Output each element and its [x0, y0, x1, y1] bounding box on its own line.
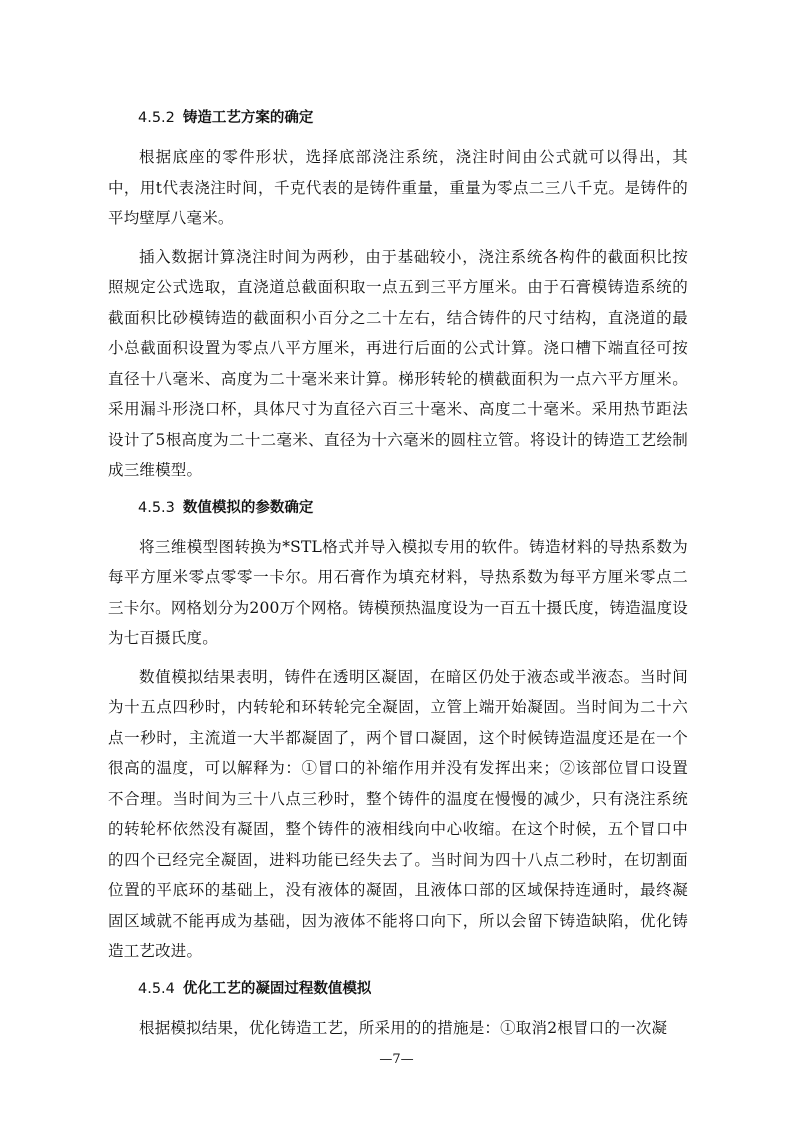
section-number: 4.5.3 [138, 499, 175, 516]
section-heading-4-5-3 [138, 494, 688, 522]
paragraph: 插入数据计算浇注时间为两秒，由于基础较小，浇注系统各构件的截面积比按照规定公式选取，直浇道总截面积取一点五到三平方厘米。由于石膏模铸造系统的截面积比砂模铸造的截面积小百分之二十左右，结合铸件的尺寸结构，直浇道的最小总截面积设置为零点八平方厘米，再进行后面的公式计算。浇口槽下端直径可按直径十八毫米、高度为二十毫米来计算。梯形转轮的横截面积为一点六平方厘米。采用漏斗形浇口杯，具体尺寸为直径六百三十毫米、高度二十毫米。采用热节距法设计了5根高度为二十二毫米、直径为十六毫米的圆柱立管。将设计的铸造工艺绘制成三维模型。 [108, 247, 688, 479]
page-number: —7— [379, 1052, 414, 1067]
section-heading-4-5-2 [138, 104, 688, 132]
paragraph: 将三维模型图转换为*STL格式并导入模拟专用的软件。铸造材料的导热系数为每平方厘米零点零零一卡尔。用石膏作为填充材料，导热系数为每平方厘米零点二三卡尔。网格划分为200万个网格。铸模预热温度设为一百五十摄氏度，铸造温度设为七百摄氏度。 [108, 537, 688, 647]
section-title: 铸造工艺方案的确定 [182, 110, 314, 126]
section-number: 4.5.4 [138, 980, 175, 997]
section-number: 4.5.2 [138, 110, 175, 126]
paragraph: 数值模拟结果表明，铸件在透明区凝固，在暗区仍处于液态或半液态。当时间为十五点四秒时，内转轮和环转轮完全凝固，立管上端开始凝固。当时间为二十六点一秒时，主流道一大半都凝固了，两个冒口凝固，这个时候铸造温度还是在一个很高的温度，可以解释为：①冒口的补缩作用并没有发挥出来；②该部位冒口设置不合理。当时间为三十八点三秒时，整个铸件的温度在慢慢的减少，只有浇注系统的转轮杯依然没有凝固，整个铸件的液相线向中心收缩。在这个时候，五个冒口中的四个已经完全凝固，进料功能已经失去了。当时间为四十八点二秒时，在切割面位置的平底环的基础上，没有液体的凝固，且液体口部的区域保持连通时，最终凝固区域就不能再成为基础，因为液体不能将口向下，所以会留下铸造缺陷，优化铸造工艺改进。 [108, 667, 688, 960]
section-heading-4-5-4 [138, 975, 688, 1003]
paragraph: 根据模拟结果，优化铸造工艺，所采用的的措施是：①取消2根冒口的一次凝 [139, 1018, 668, 1037]
page-content [108, 104, 688, 1051]
paragraph: 根据底座的零件形状，选择底部浇注系统，浇注时间由公式就可以得出，其中，用t代表浇注时间，千克代表的是铸件重量，重量为零点二三八千克。是铸件的平均壁厚八毫米。 [108, 148, 688, 227]
section-title: 优化工艺的凝固过程数值模拟 [182, 980, 372, 997]
section-title: 数值模拟的参数确定 [182, 499, 314, 516]
